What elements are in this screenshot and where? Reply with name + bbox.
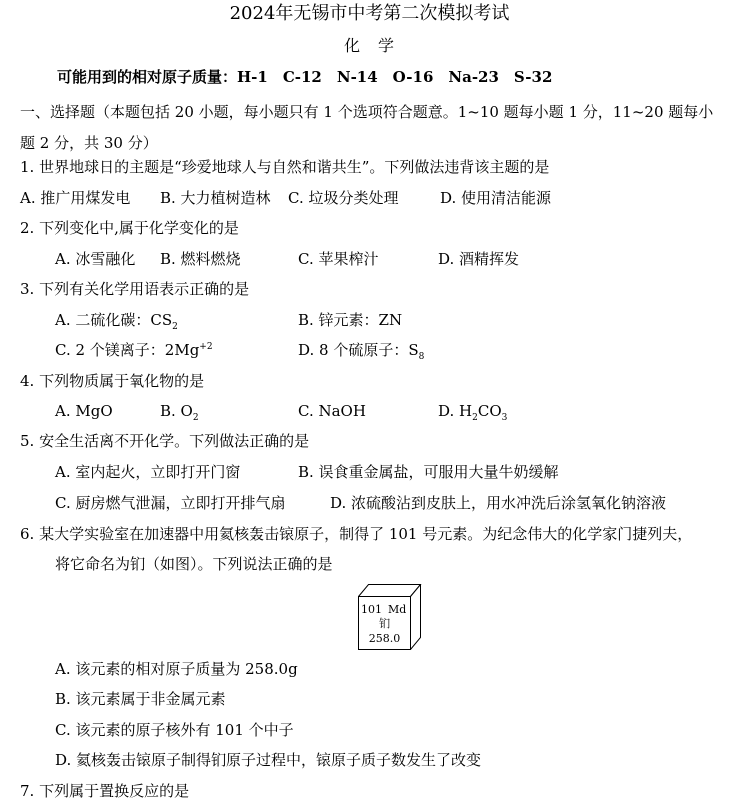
q4-option-b: B. $O_2$: [160, 402, 199, 423]
q1-option-b: B. 大力植树造林: [160, 189, 271, 207]
exam-title: 2024年无锡市中考第二次模拟考试: [229, 3, 510, 24]
q2-option-b: B. 燃料燃烧: [160, 250, 241, 268]
q3-option-c: C. 2 个镁离子：$2Mg^{+2}$: [55, 341, 213, 359]
q4-option-d: D. $H_2CO_3$: [438, 402, 508, 423]
q5-option-b: B. 误食重金属盐，可服用大量牛奶缓解: [298, 463, 559, 481]
q3-option-d: D. 8 个硫原子：$S_8$: [298, 341, 425, 362]
element-name: 钔: [379, 617, 390, 630]
section-instructions: 一、选择题（本题包括 20 小题，每小题只有 1 个选项符合题意。1~10 题每小题 1 分，11~20 题每小题 2 分，共 30 分）: [20, 103, 714, 152]
question-6-stem-line-2: 将它命名为钔（如图）。下列说法正确的是: [55, 555, 333, 573]
q5-option-c: C. 厨房燃气泄漏，立即打开排气扇: [55, 494, 286, 512]
subject-heading: 化 学: [343, 36, 395, 55]
question-4-stem: 4. 下列物质属于氧化物的是: [20, 372, 205, 390]
element-card: [358, 584, 422, 650]
question-3-stem: 3. 下列有关化学用语表示正确的是: [20, 280, 250, 298]
q6-option-b: B. 该元素属于非金属元素: [55, 690, 226, 708]
question-5-stem: 5. 安全生活离不开化学。下列做法正确的是: [20, 432, 310, 450]
q1-option-c: C. 垃圾分类处理: [288, 189, 399, 207]
question-7-stem: 7. 下列属于置换反应的是: [20, 782, 190, 800]
atomic-masses: 可能用到的相对原子质量：H-1 C-12 N-14 O-16 Na-23 S-32: [57, 68, 553, 86]
q5-option-a: A. 室内起火，立即打开门窗: [55, 463, 241, 481]
element-symbol: Md: [388, 603, 407, 616]
q5-option-d: D. 浓硫酸沾到皮肤上，用水冲洗后涂氢氧化钠溶液: [330, 494, 667, 512]
question-2-stem: 2. 下列变化中,属于化学变化的是: [20, 219, 239, 237]
q2-option-a: A. 冰雪融化: [55, 250, 136, 268]
q3-option-b: B. 锌元素：ZN: [298, 311, 403, 329]
q1-option-a: A. 推广用煤发电: [20, 189, 131, 207]
q2-option-c: C. 苹果榨汁: [298, 250, 379, 268]
element-mass: 258.0: [368, 632, 401, 645]
question-1-stem: 1. 世界地球日的主题是“珍爱地球人与自然和谐共生”。下列做法违背该主题的是: [20, 158, 550, 176]
q4-option-a: A. MgO: [55, 402, 113, 420]
q6-option-a: A. 该元素的相对原子质量为 258.0g: [55, 660, 298, 678]
q1-option-d: D. 使用清洁能源: [440, 189, 552, 207]
q3-option-a: A. 二硫化碳：$CS_2$: [55, 311, 178, 332]
q6-option-d: D. 氦核轰击锿原子制得钔原子过程中，锿原子质子数发生了改变: [55, 751, 482, 769]
q4-option-c: C. NaOH: [298, 402, 366, 420]
element-number: 101: [361, 603, 382, 616]
q2-option-d: D. 酒精挥发: [438, 250, 520, 268]
q6-option-c: C. 该元素的原子核外有 101 个中子: [55, 721, 294, 739]
question-6-stem-line-1: 6. 某大学实验室在加速器中用氦核轰击锿原子，制得了 101 号元素。为纪念伟大的化学家门捷列夫，: [20, 525, 693, 543]
